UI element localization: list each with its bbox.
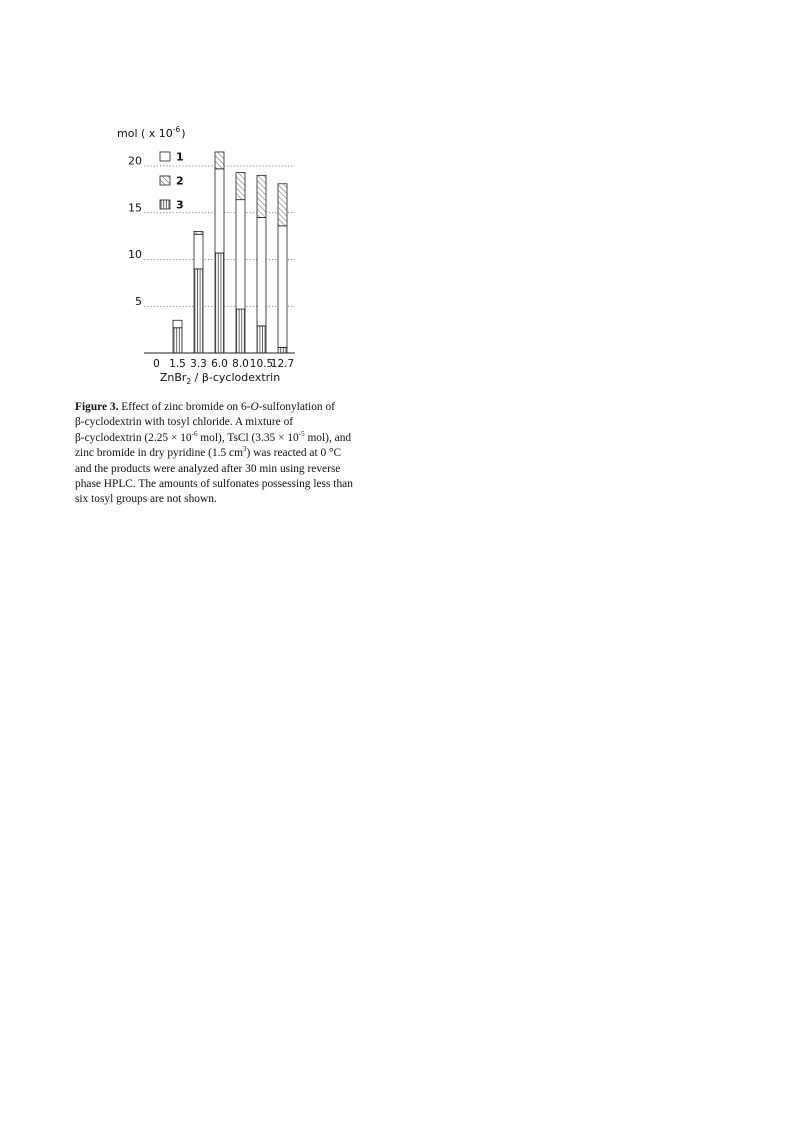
x-tick-label-0: 0: [153, 358, 160, 370]
bar-series-3-cat-6.0: [215, 253, 224, 353]
legend-label-3: 3: [176, 198, 184, 212]
x-tick-labels: [153, 358, 294, 370]
bar-series-1-cat-12.7: [278, 226, 287, 348]
legend: [160, 151, 184, 212]
legend-swatch-1: [160, 152, 170, 161]
caption-label: Figure 3.: [75, 401, 119, 413]
x-tick-label-1.5: 1.5: [169, 358, 186, 370]
y-tick-label-10: 10: [128, 248, 142, 261]
bar-series-1-cat-1.5: [173, 320, 182, 327]
caption-line: and the products were analyzed after 30 min using reverse: [75, 462, 341, 475]
bar-series-3-cat-1.5: [173, 328, 182, 353]
caption-body: [75, 415, 375, 507]
bar-series-2-cat-3.3: [194, 231, 203, 234]
caption-line: six tosyl groups are not shown.: [75, 493, 217, 506]
legend-label-1: 1: [176, 150, 184, 164]
bar-series-2-cat-10.5: [257, 175, 266, 217]
legend-label-2: 2: [176, 174, 184, 188]
bar-series-1-cat-8.0: [236, 200, 245, 309]
bars: [173, 152, 287, 353]
bar-chart: [100, 120, 300, 390]
y-axis-label: mol ( x $10^{-6}$): [117, 125, 186, 140]
y-tick-label-15: 15: [128, 201, 142, 215]
bar-series-3-cat-12.7: [278, 347, 287, 353]
bar-series-1-cat-10.5: [257, 217, 266, 325]
caption-line: zinc bromide in dry pyridine (1.5 $cm^3$) was reacted at 0 °C: [75, 445, 342, 460]
caption-line-first: [75, 400, 375, 415]
bar-series-2-cat-8.0: [236, 173, 245, 200]
caption-line-text: Effect of zinc bromide on 6-O-sulfonylation of: [118, 401, 335, 413]
figure-caption: [75, 400, 375, 508]
y-tick-label-20: 20: [128, 154, 142, 168]
bar-series-3-cat-3.3: [194, 269, 203, 353]
bar-series-1-cat-3.3: [194, 234, 203, 269]
bar-series-2-cat-12.7: [278, 184, 287, 226]
bar-series-1-cat-6.0: [215, 169, 224, 253]
caption-line: phase HPLC. The amounts of sulfonates possessing less than: [75, 478, 353, 491]
x-axis-label: ZnBr$_2$ / β-cyclodextrin: [159, 371, 281, 386]
caption-line: β-cyclodextrin with tosyl chloride. A mixture of: [75, 416, 294, 429]
x-tick-label-3.3: 3.3: [190, 358, 207, 370]
y-tick-label-5: 5: [135, 294, 142, 308]
x-tick-label-10.5: 10.5: [249, 358, 274, 370]
bar-series-3-cat-10.5: [257, 326, 266, 353]
x-tick-label-6.0: 6.0: [211, 358, 228, 370]
bar-series-3-cat-8.0: [236, 309, 245, 353]
y-tick-labels: [128, 155, 142, 308]
legend-swatch-3: [160, 200, 170, 209]
bar-series-2-cat-6.0: [215, 152, 224, 169]
x-tick-label-12.7: 12.7: [270, 358, 295, 370]
caption-line: β-cyclodextrin ($2.25 \times 10^{-6}$ mol), TsCl ($3.35 \times 10^{-5}$ mol), and: [75, 430, 352, 444]
legend-swatch-2: [160, 176, 170, 185]
x-tick-label-8.0: 8.0: [232, 358, 249, 370]
